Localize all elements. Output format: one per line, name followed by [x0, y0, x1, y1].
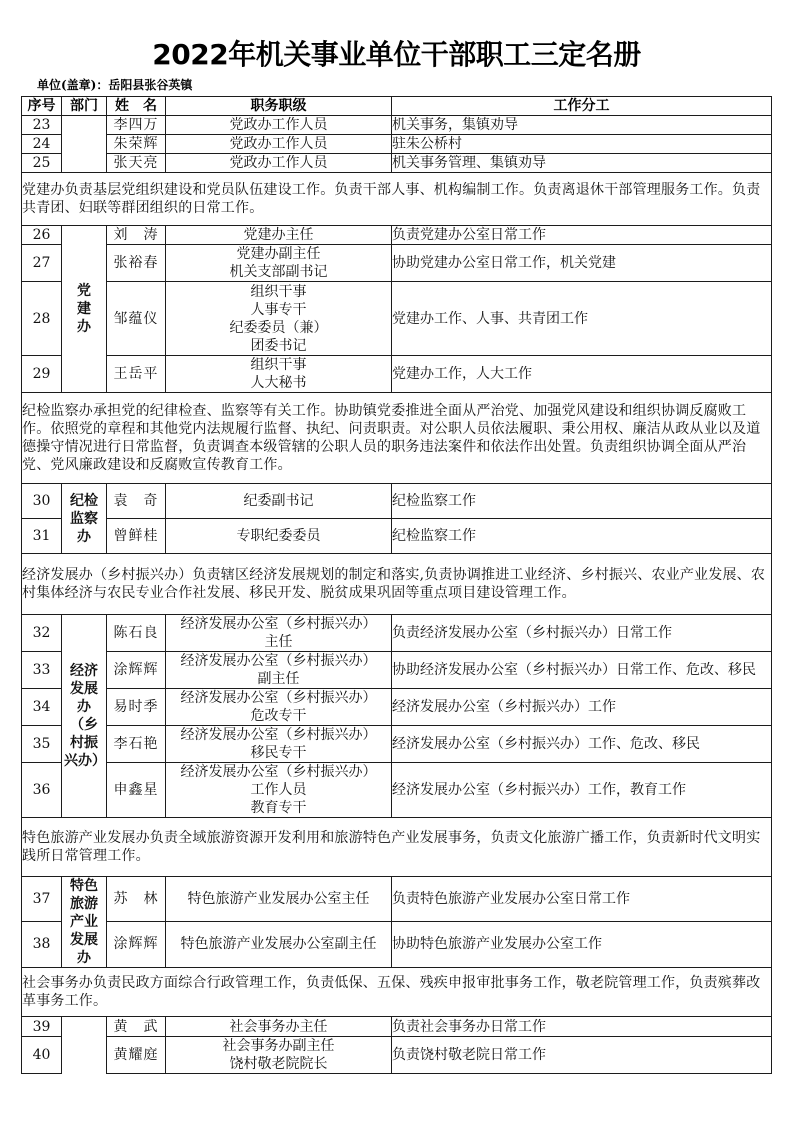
staff-name: 黄 武: [107, 1017, 166, 1037]
header-duties: 工作分工: [392, 97, 772, 116]
table-row: [22, 226, 772, 245]
table-row: [22, 1037, 772, 1074]
position-title: 特色旅游产业发展办公室主任: [166, 877, 392, 922]
duty-assignment: 协助经济发展办公室（乡村振兴办）日常工作、危改、移民: [392, 652, 772, 689]
department-cell: [62, 484, 107, 554]
table-row: [22, 519, 772, 554]
duty-assignment: 党建办工作、人事、共青团工作: [392, 282, 772, 356]
staff-name: 苏 林: [107, 877, 166, 922]
header-position: 职务职级: [166, 97, 392, 116]
row-number: 28: [22, 282, 62, 356]
duty-assignment: 纪检监察工作: [392, 484, 772, 519]
row-number: 37: [22, 877, 62, 922]
staff-name: 李四万: [107, 116, 166, 135]
position-title: 组织干事 人事专干 纪委委员（兼） 团委书记: [166, 282, 392, 356]
header-row: [22, 97, 772, 116]
staff-name: 张天亮: [107, 154, 166, 173]
staff-name: 袁 奇: [107, 484, 166, 519]
position-title: 社会事务办主任: [166, 1017, 392, 1037]
table-row: [22, 135, 772, 154]
position-title: 经济发展办公室（乡村振兴办） 副主任: [166, 652, 392, 689]
department-label: 经济发展办（乡村振兴办）: [64, 663, 106, 769]
department-description-row: [22, 173, 772, 226]
table-row: [22, 154, 772, 173]
position-title: 组织干事 人大秘书: [166, 356, 392, 393]
department-description: 经济发展办（乡村振兴办）负责辖区经济发展规划的制定和落实,负责协调推进工业经济、乡村振兴、农业产业发展、农村集体经济与农民专业合作社发展、移民开发、脱贫成果巩固等重点项目建设管理工作。: [22, 554, 772, 615]
department-description-row: [22, 554, 772, 615]
duty-assignment: 机关事务，集镇劝导: [392, 116, 772, 135]
row-number: 27: [22, 245, 62, 282]
staff-name: 黄耀庭: [107, 1037, 166, 1074]
department-cell: [62, 877, 107, 968]
table-row: [22, 689, 772, 726]
duty-assignment: 协助特色旅游产业发展办公室工作: [392, 921, 772, 967]
duty-assignment: 机关事务管理、集镇劝导: [392, 154, 772, 173]
table-row: [22, 356, 772, 393]
table-row: [22, 877, 772, 922]
position-title: 经济发展办公室（乡村振兴办） 移民专干: [166, 726, 392, 763]
department-label: 党建办: [77, 283, 91, 335]
position-title: 党政办工作人员: [166, 154, 392, 173]
duty-assignment: 驻朱公桥村: [392, 135, 772, 154]
position-title: 经济发展办公室（乡村振兴办） 主任: [166, 615, 392, 652]
department-cell: [62, 116, 107, 173]
duty-assignment: 经济发展办公室（乡村振兴办）工作，教育工作: [392, 763, 772, 818]
position-title: 党建办副主任 机关支部副书记: [166, 245, 392, 282]
header-index: 序号: [22, 97, 62, 116]
duty-assignment: 经济发展办公室（乡村振兴办）工作、危改、移民: [392, 726, 772, 763]
position-title: 特色旅游产业发展办公室副主任: [166, 921, 392, 967]
table-row: [22, 282, 772, 356]
department-description: 纪检监察办承担党的纪律检查、监察等有关工作。协助镇党委推进全面从严治党、加强党风建设和组织协调反腐败工作。依照党的章程和其他党内法规履行监督、执纪、问责职责。对公职人员依法履职、秉公用权、廉洁从政从业以及道德操守情况进行日常监督，负责调查本级管辖的公职人员的职务违法案件和依法作出处置。负责组织协调全面从严治党、党风廉政建设和反腐败宣传教育工作。: [22, 393, 772, 484]
staff-name: 涂辉辉: [107, 652, 166, 689]
position-title: 党政办工作人员: [166, 135, 392, 154]
row-number: 25: [22, 154, 62, 173]
staff-name: 易时季: [107, 689, 166, 726]
row-number: 40: [22, 1037, 62, 1074]
duty-assignment: 负责社会事务办日常工作: [392, 1017, 772, 1037]
position-title: 党政办工作人员: [166, 116, 392, 135]
position-title: 党建办主任: [166, 226, 392, 245]
document-title: 2022年机关事业单位干部职工三定名册: [152, 38, 641, 71]
department-label: 纪检监察办: [70, 492, 98, 545]
department-cell: [62, 1017, 107, 1074]
department-cell: [62, 615, 107, 818]
unit-label: 单位(盖章)：岳阳县张谷英镇: [37, 78, 193, 92]
table-row: [22, 615, 772, 652]
duty-assignment: 负责特色旅游产业发展办公室日常工作: [392, 877, 772, 922]
staff-name: 申鑫星: [107, 763, 166, 818]
header-department: 部门: [62, 97, 107, 116]
staff-name: 刘 涛: [107, 226, 166, 245]
position-title: 经济发展办公室（乡村振兴办） 危改专干: [166, 689, 392, 726]
table-row: [22, 726, 772, 763]
department-description-row: [22, 968, 772, 1017]
row-number: 31: [22, 519, 62, 554]
department-description: 党建办负责基层党组织建设和党员队伍建设工作。负责干部人事、机构编制工作。负责离退休干部管理服务工作。负责共青团、妇联等群团组织的日常工作。: [22, 173, 772, 226]
duty-assignment: 协助党建办公室日常工作，机关党建: [392, 245, 772, 282]
staff-name: 曾鲜桂: [107, 519, 166, 554]
row-number: 39: [22, 1017, 62, 1037]
table-row: [22, 763, 772, 818]
row-number: 30: [22, 484, 62, 519]
row-number: 23: [22, 116, 62, 135]
department-cell: [62, 226, 107, 393]
table-row: [22, 1017, 772, 1037]
row-number: 38: [22, 921, 62, 967]
row-number: 32: [22, 615, 62, 652]
position-title: 经济发展办公室（乡村振兴办） 工作人员 教育专干: [166, 763, 392, 818]
row-number: 24: [22, 135, 62, 154]
position-title: 专职纪委委员: [166, 519, 392, 554]
staff-roster-table: [21, 96, 772, 1074]
table-row: [22, 652, 772, 689]
table-row: [22, 484, 772, 519]
staff-name: 王岳平: [107, 356, 166, 393]
duty-assignment: 负责经济发展办公室（乡村振兴办）日常工作: [392, 615, 772, 652]
staff-name: 李石艳: [107, 726, 166, 763]
table-row: [22, 921, 772, 967]
header-name: 姓 名: [107, 97, 166, 116]
table-row: [22, 116, 772, 135]
row-number: 33: [22, 652, 62, 689]
duty-assignment: 负责党建办公室日常工作: [392, 226, 772, 245]
row-number: 36: [22, 763, 62, 818]
department-description-row: [22, 393, 772, 484]
staff-name: 朱荣辉: [107, 135, 166, 154]
staff-name: 邹蕴仪: [107, 282, 166, 356]
duty-assignment: 党建办工作，人大工作: [392, 356, 772, 393]
row-number: 34: [22, 689, 62, 726]
row-number: 29: [22, 356, 62, 393]
department-description: 特色旅游产业发展办负责全域旅游资源开发利用和旅游特色产业发展事务，负责文化旅游广播工作，负责新时代文明实践所日常管理工作。: [22, 818, 772, 877]
duty-assignment: 经济发展办公室（乡村振兴办）工作: [392, 689, 772, 726]
table-row: [22, 245, 772, 282]
duty-assignment: 纪检监察工作: [392, 519, 772, 554]
position-title: 社会事务办副主任 饶村敬老院院长: [166, 1037, 392, 1074]
staff-name: 张裕春: [107, 245, 166, 282]
row-number: 26: [22, 226, 62, 245]
department-description-row: [22, 818, 772, 877]
duty-assignment: 负责饶村敬老院日常工作: [392, 1037, 772, 1074]
department-label: 特色旅游产业发展办: [70, 878, 98, 966]
staff-name: 陈石良: [107, 615, 166, 652]
department-description: 社会事务办负责民政方面综合行政管理工作，负责低保、五保、残疾申报审批事务工作，敬老院管理工作，负责殡葬改革事务工作。: [22, 968, 772, 1017]
position-title: 纪委副书记: [166, 484, 392, 519]
row-number: 35: [22, 726, 62, 763]
staff-name: 涂辉辉: [107, 921, 166, 967]
